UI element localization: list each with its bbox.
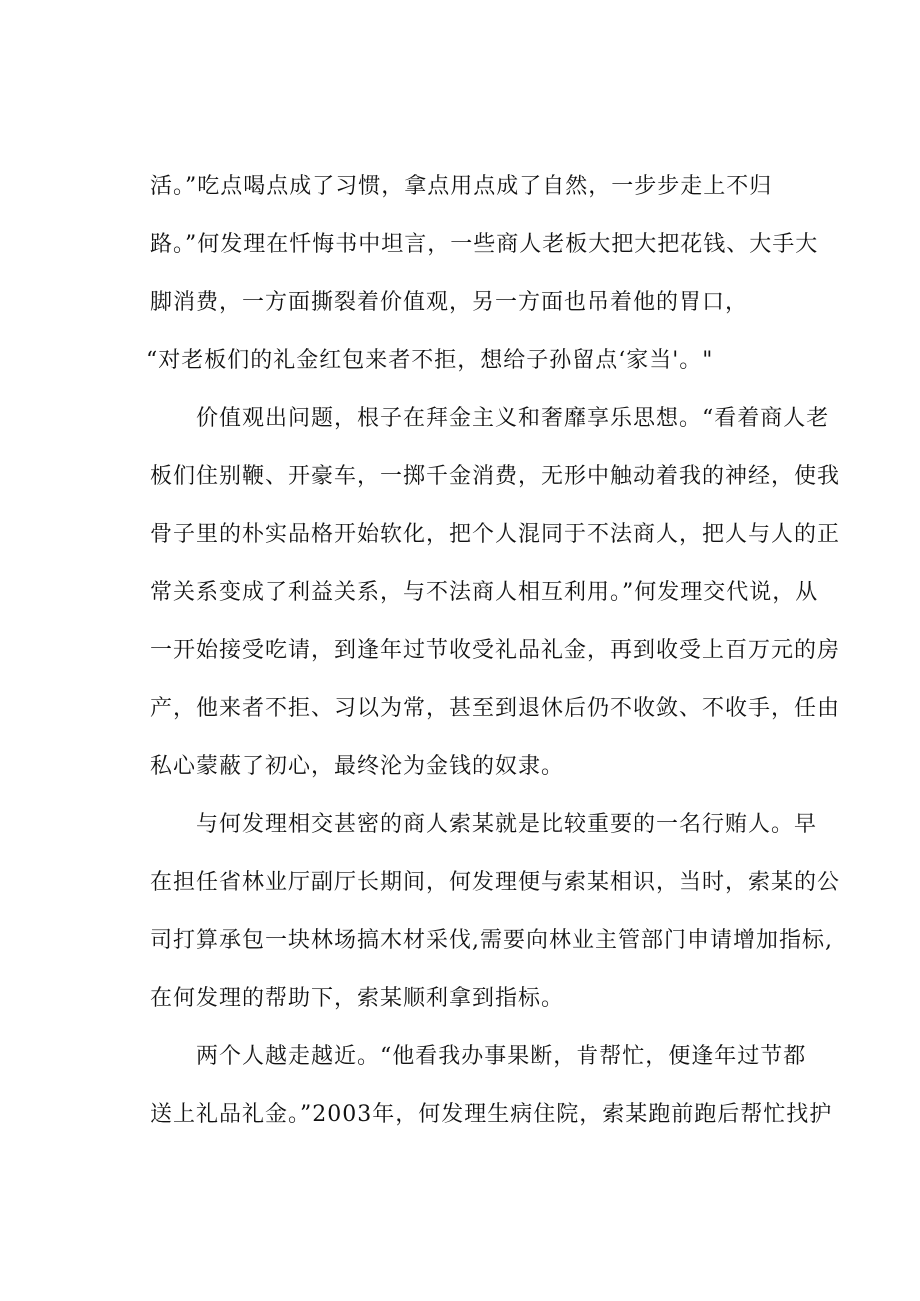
text-line: “对老板们的礼金红包来者不拒，想给子孙留点‘家当'。" bbox=[146, 348, 714, 373]
text-line: 骨子里的朴实品格开始软化，把个人混同于不法商人，把人与人的正 bbox=[150, 522, 841, 547]
text-line: 活。”吃点喝点成了习惯，拿点用点成了自然，一步步走上不归 bbox=[150, 174, 773, 199]
text-line: 脚消费，一方面撕裂着价值观，另一方面也吊着他的胃口， bbox=[150, 290, 749, 315]
text-line: 路。”何发理在忏悔书中坦言，一些商人老板大把大把花钱、大手大 bbox=[150, 232, 819, 257]
text-line: 一开始接受吃请，到逢年过节收受礼品礼金，再到收受上百万元的房 bbox=[150, 638, 841, 663]
text-line: 送上礼品礼金。”2003年，何发理生病住院，索某跑前跑后帮忙找护 bbox=[150, 1102, 833, 1127]
text-line: 产，他来者不拒、习以为常，甚至到退休后仍不收敛、不收手，任由 bbox=[150, 696, 841, 721]
text-line: 价值观出问题，根子在拜金主义和奢靡享乐思想。“看着商人老 bbox=[196, 406, 830, 431]
text-line: 两个人越走越近。“他看我办事果断，肯帮忙，便逢年过节都 bbox=[196, 1044, 807, 1069]
text-line: 常关系变成了利益关系，与不法商人相互利用。”何发理交代说，从 bbox=[150, 580, 819, 605]
text-line: 司打算承包一块林场搞木材采伐,需要向林业主管部门申请增加指标, bbox=[150, 928, 833, 953]
text-line: 在何发理的帮助下，索某顺利拿到指标。 bbox=[150, 986, 565, 1011]
text-line: 私心蒙蔽了初心，最终沦为金钱的奴隶。 bbox=[150, 754, 565, 779]
text-line: 与何发理相交甚密的商人索某就是比较重要的一名行贿人。早 bbox=[196, 812, 818, 837]
text-line: 在担任省林业厅副厅长期间，何发理便与索某相识，当时，索某的公 bbox=[150, 870, 841, 895]
text-line: 板们住别鞭、开豪车，一掷千金消费，无形中触动着我的神经，使我 bbox=[150, 464, 841, 489]
